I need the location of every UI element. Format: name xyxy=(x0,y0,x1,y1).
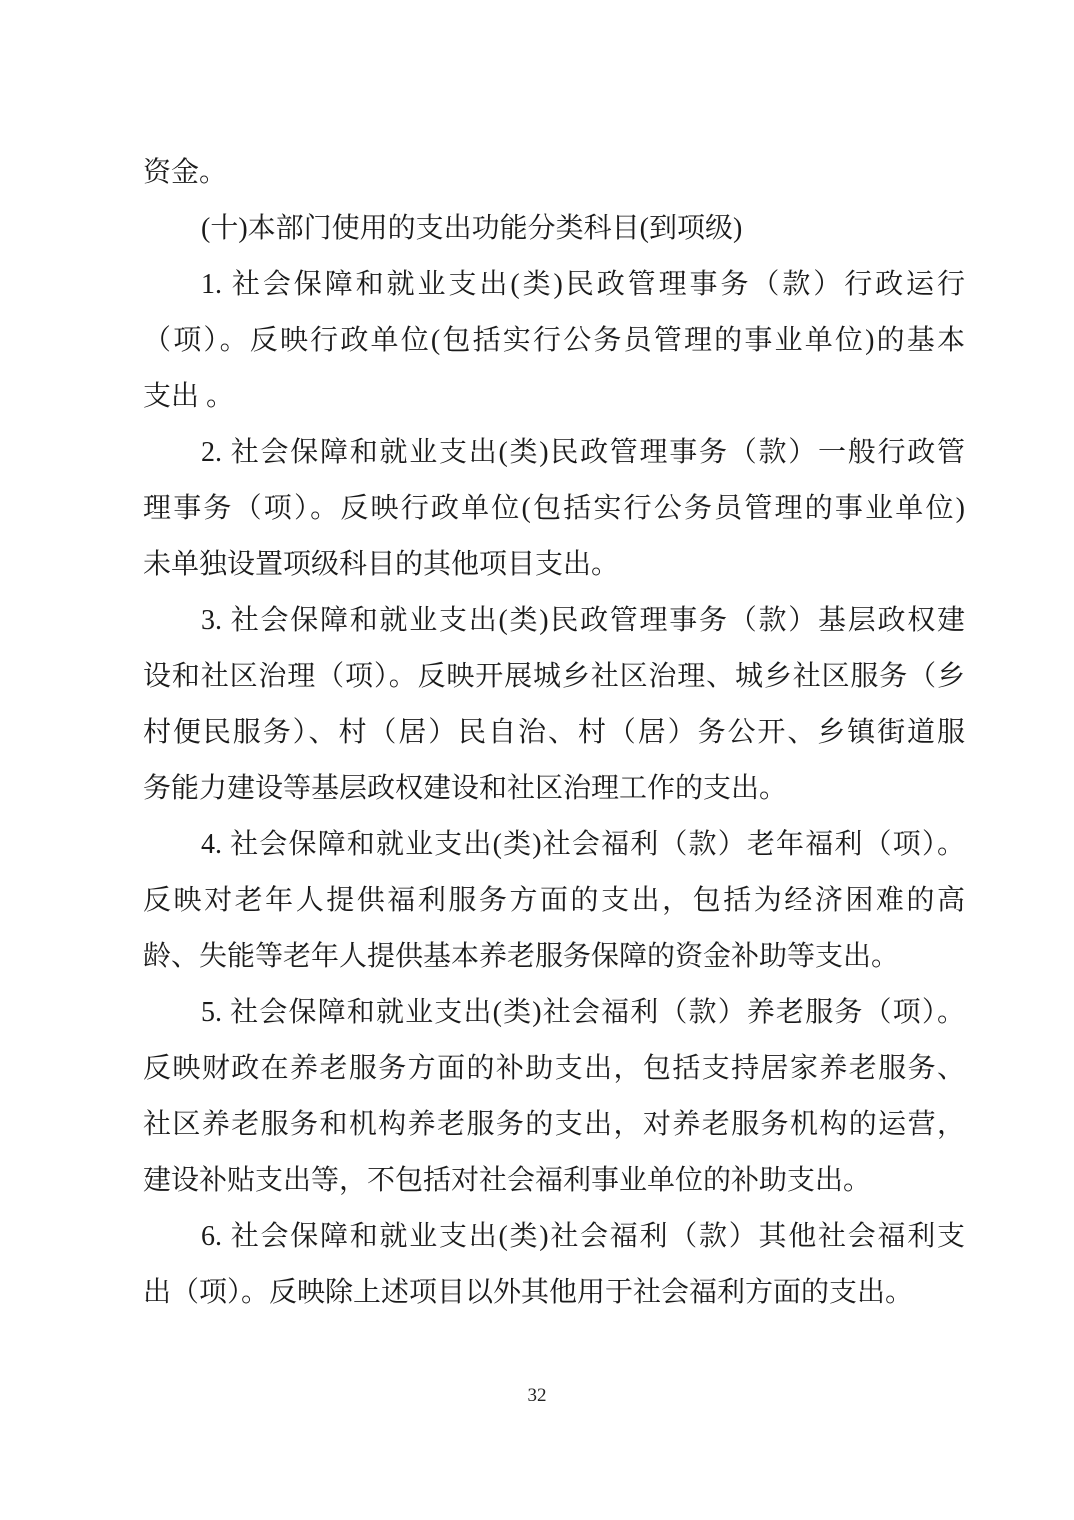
text-line: 出（项）。反映除上述项目以外其他用于社会福利方面的支出。 xyxy=(143,1277,914,1308)
text-line: 2. 社会保障和就业支出(类)民政管理事务（款）一般行政管 xyxy=(201,437,965,468)
text-line: 务能力建设等基层政权建设和社区治理工作的支出。 xyxy=(143,773,788,804)
text-line: 龄、失能等老年人提供基本养老服务保障的资金补助等支出。 xyxy=(143,941,900,972)
text-line: 理事务（项）。反映行政单位(包括实行公务员管理的事业单位) xyxy=(143,493,965,524)
text-line: 6. 社会保障和就业支出(类)社会福利（款）其他社会福利支 xyxy=(201,1221,965,1252)
text-line: 4. 社会保障和就业支出(类)社会福利（款）老年福利（项）。 xyxy=(201,829,965,860)
text-line: 1. 社会保障和就业支出(类)民政管理事务（款）行政运行 xyxy=(201,269,965,300)
text-line: 社区养老服务和机构养老服务的支出，对养老服务机构的运营， xyxy=(143,1109,965,1140)
text-line: （项）。反映行政单位(包括实行公务员管理的事业单位)的基本 xyxy=(143,325,965,356)
text-line: 资金。 xyxy=(143,157,228,188)
text-line: 反映财政在养老服务方面的补助支出，包括支持居家养老服务、 xyxy=(143,1053,965,1084)
text-line: 建设补贴支出等，不包括对社会福利事业单位的补助支出。 xyxy=(143,1165,872,1196)
text-line: 村便民服务）、村（居）民自治、村（居）务公开、乡镇街道服 xyxy=(143,717,965,748)
text-line: 反映对老年人提供福利服务方面的支出，包括为经济困难的高 xyxy=(143,885,965,916)
text-line: 未单独设置项级科目的其他项目支出。 xyxy=(143,549,620,580)
text-line: 设和社区治理（项）。反映开展城乡社区治理、城乡社区服务（乡 xyxy=(143,661,965,692)
document-body xyxy=(143,145,965,1321)
text-line: 支出 。 xyxy=(143,381,235,412)
page-number: 32 xyxy=(527,1385,547,1406)
text-line: (十)本部门使用的支出功能分类科目(到项级) xyxy=(201,213,743,244)
text-line: 3. 社会保障和就业支出(类)民政管理事务（款）基层政权建 xyxy=(201,605,965,636)
text-line: 5. 社会保障和就业支出(类)社会福利（款）养老服务（项）。 xyxy=(201,997,965,1028)
